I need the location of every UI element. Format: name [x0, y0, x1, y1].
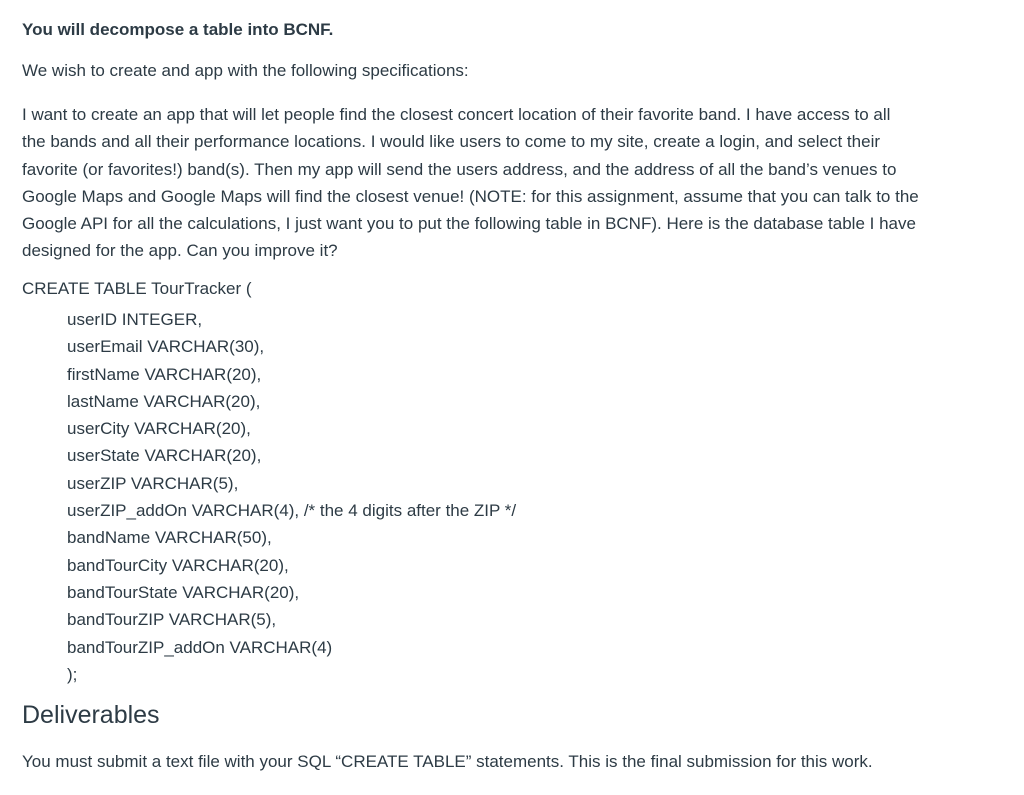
sql-create-table-header: CREATE TABLE TourTracker ( [22, 279, 252, 298]
sql-column-line: bandTourZIP_addOn VARCHAR(4) [67, 637, 333, 657]
sql-column-line: bandTourState VARCHAR(20), [67, 582, 300, 602]
sql-column-line: lastName VARCHAR(20), [67, 391, 261, 411]
sql-column-line: firstName VARCHAR(20), [67, 364, 262, 384]
description-paragraph [22, 101, 997, 265]
sql-column-line: userState VARCHAR(20), [67, 446, 262, 466]
intro-line: We wish to create and app with the following specifications: [22, 61, 469, 80]
description-line: favorite (or favorites!) band(s). Then my app will send the users address, and the address of all the band’s venues to [22, 159, 897, 179]
deliverables-heading: Deliverables [22, 701, 160, 729]
sql-column-list [67, 306, 516, 688]
sql-column-line: bandTourCity VARCHAR(20), [67, 555, 289, 575]
sql-column-line: bandTourZIP VARCHAR(5), [67, 610, 277, 630]
description-line: I want to create an app that will let people find the closest concert location of their favorite band. I have access to all [22, 105, 891, 124]
sql-closing-line: ); [67, 664, 78, 684]
sql-column-line: userEmail VARCHAR(30), [67, 337, 265, 357]
sql-column-line: userCity VARCHAR(20), [67, 419, 251, 439]
sql-column-line: userZIP_addOn VARCHAR(4), /* the 4 digits after the ZIP */ [67, 501, 517, 521]
assignment-title-line: You will decompose a table into BCNF. [22, 20, 334, 39]
description-line: Google Maps and Google Maps will find the closest venue! (NOTE: for this assignment, assume that you can talk to the [22, 186, 919, 206]
sql-column-line: userID INTEGER, [67, 310, 203, 329]
description-line: the bands and all their performance locations. I would like users to come to my site, create a login, and select their [22, 132, 881, 152]
description-line: designed for the app. Can you improve it? [22, 241, 338, 261]
sql-column-line: userZIP VARCHAR(5), [67, 473, 239, 493]
sql-column-line: bandName VARCHAR(50), [67, 528, 272, 548]
deliverables-text: You must submit a text file with your SQL “CREATE TABLE” statements. This is the final submission for this work. [22, 752, 873, 771]
description-line: Google API for all the calculations, I just want you to put the following table in BCNF). Here is the database table I have [22, 214, 916, 234]
